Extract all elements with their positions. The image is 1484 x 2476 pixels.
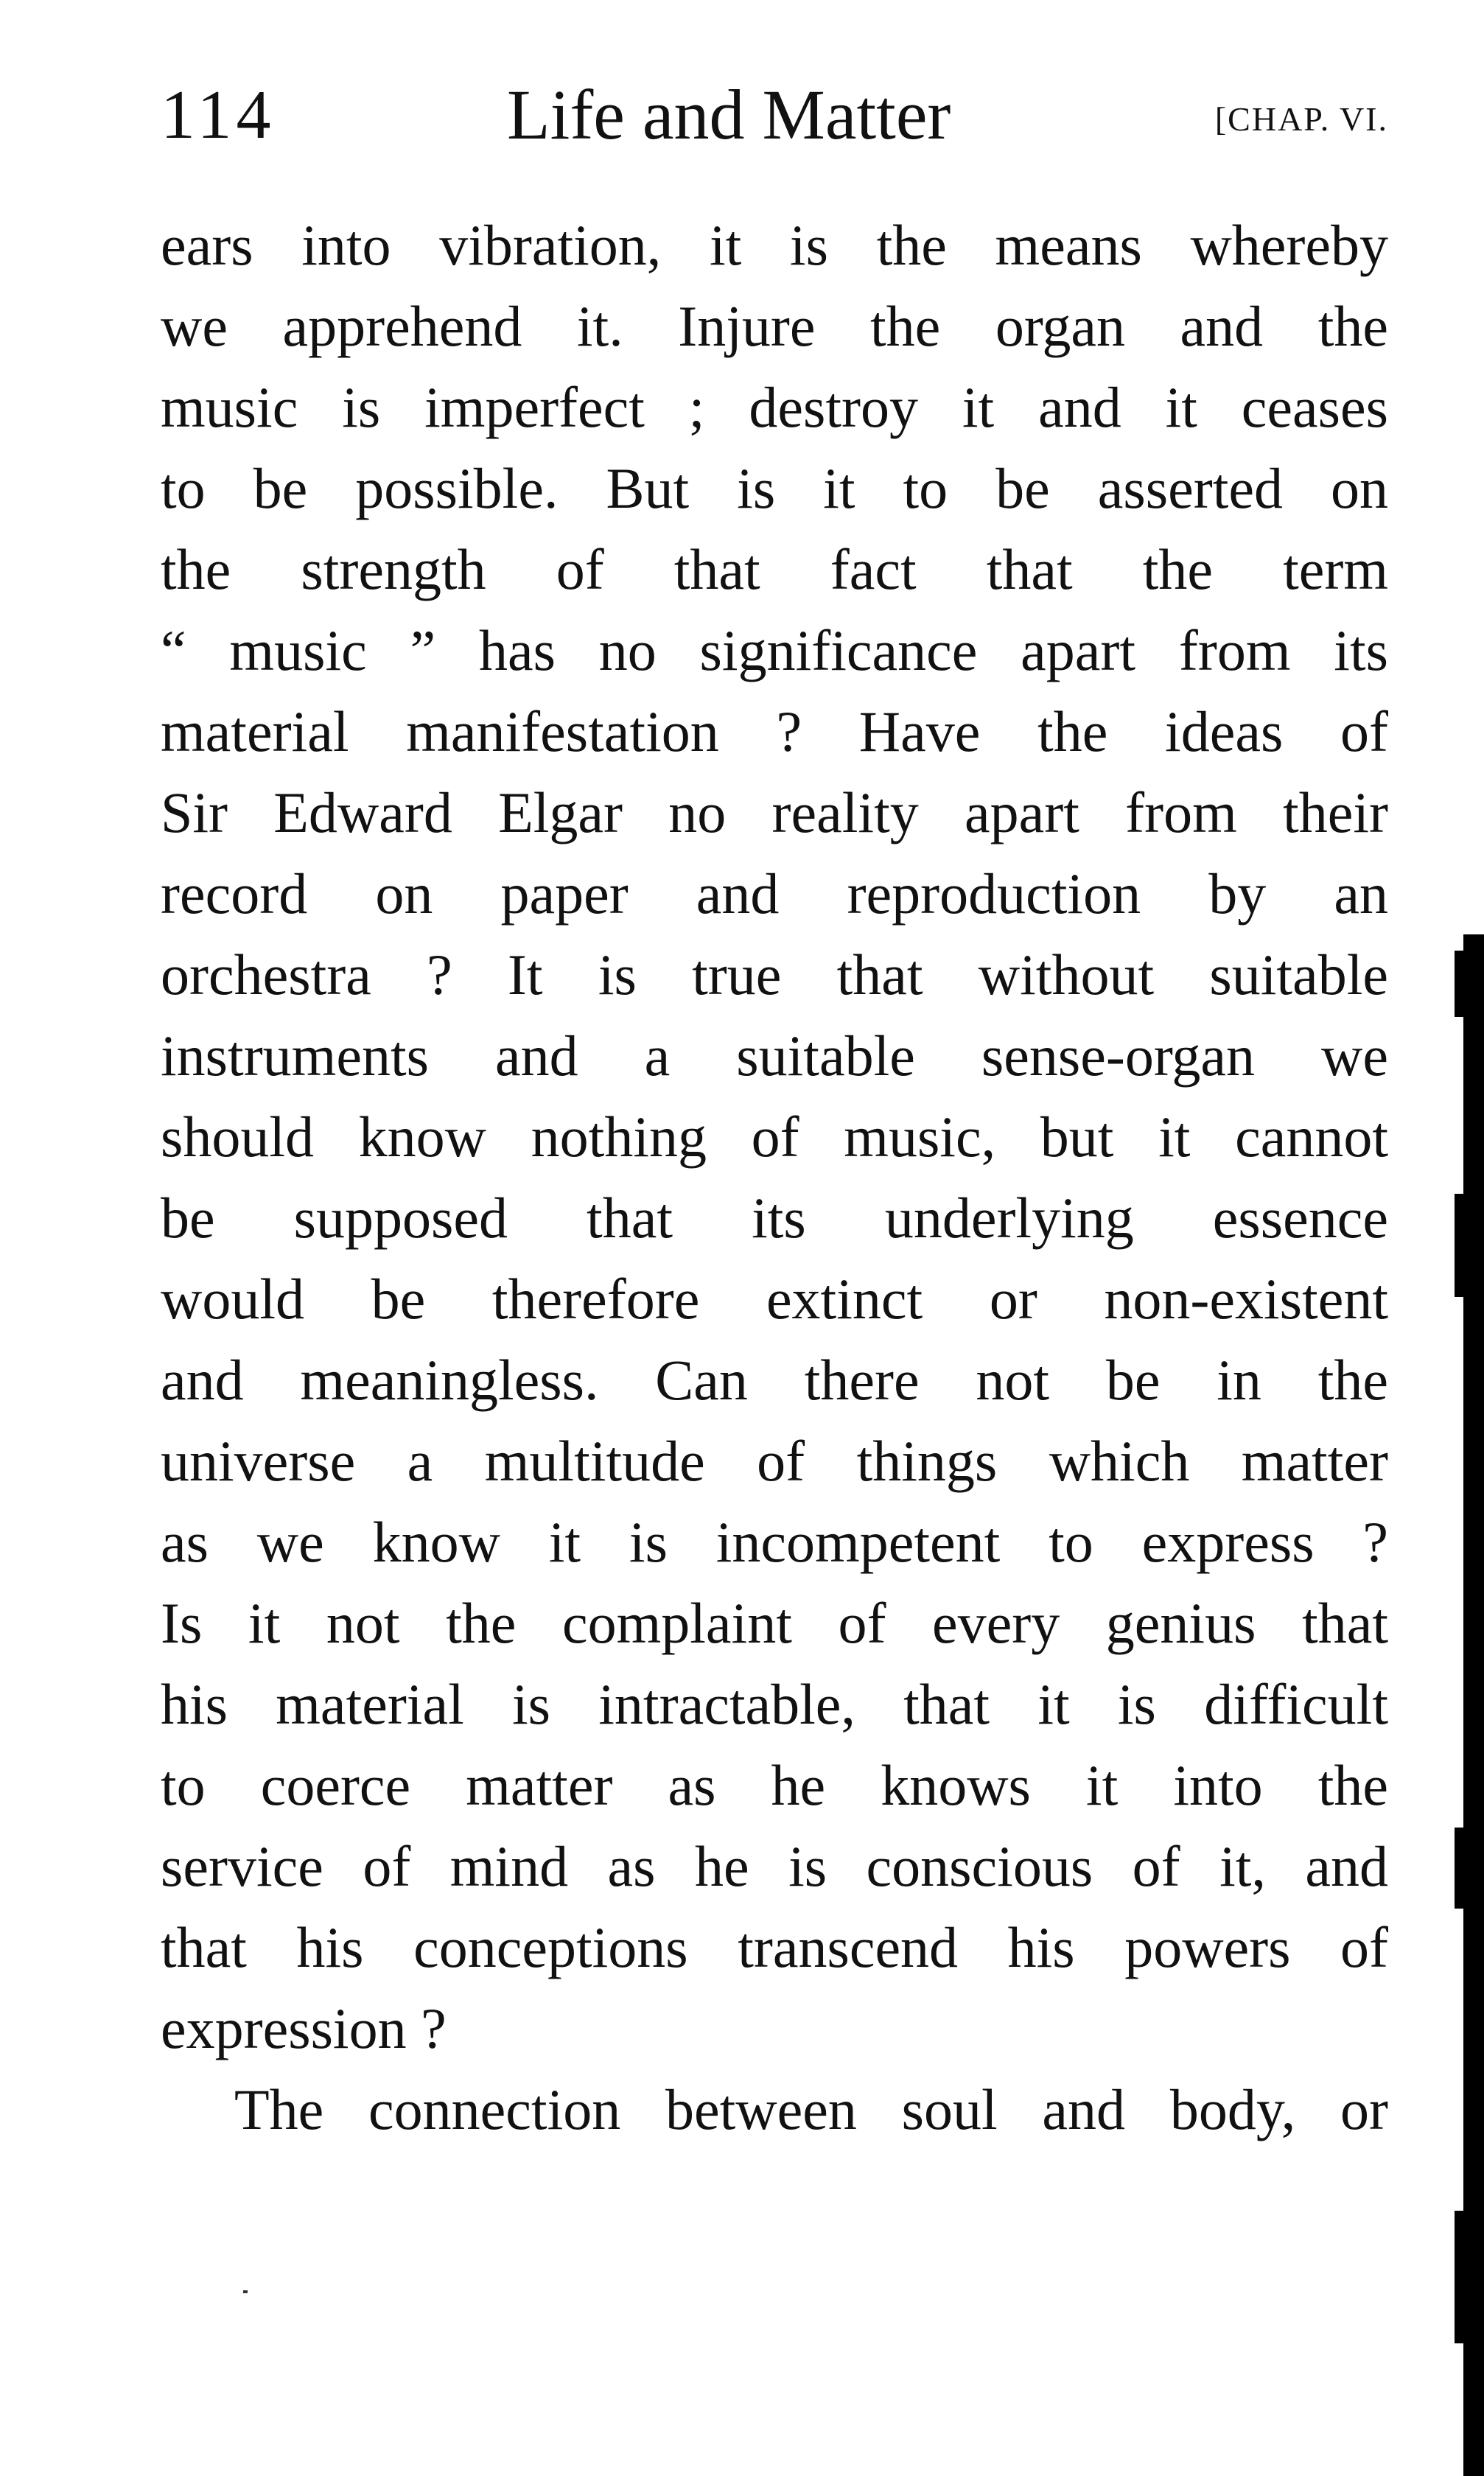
text-line: universe a multitude of things which matter bbox=[161, 1429, 1388, 1493]
text-line: should know nothing of music, but it cannot bbox=[161, 1105, 1388, 1169]
text-line: would be therefore extinct or non-existent bbox=[161, 1267, 1388, 1331]
text-line: Is it not the complaint of every genius that bbox=[161, 1591, 1388, 1655]
scan-edge-notch bbox=[1455, 1828, 1466, 1909]
scan-edge-notch bbox=[1455, 2211, 1466, 2343]
text-line: music is imperfect ; destroy it and it ceases bbox=[161, 375, 1388, 439]
text-line: that his conceptions transcend his powers of bbox=[161, 1915, 1388, 1979]
text-line: Sir Edward Elgar no reality apart from their bbox=[161, 780, 1388, 844]
text-line: we apprehend it. Injure the organ and the bbox=[161, 294, 1388, 358]
text-line: service of mind as he is conscious of it, and bbox=[161, 1834, 1388, 1898]
scan-edge-notch bbox=[1455, 1194, 1466, 1297]
text-line: instruments and a suitable sense-organ we bbox=[161, 1024, 1388, 1088]
text-line: to be possible. But is it to be asserted on bbox=[161, 456, 1388, 520]
scan-edge-shadow bbox=[1463, 934, 1484, 2476]
paragraph-end-line: expression ? bbox=[161, 1996, 447, 2060]
text-line: material manifestation ? Have the ideas of bbox=[161, 699, 1388, 763]
text-line: record on paper and reproduction by an bbox=[161, 861, 1388, 926]
chapter-reference: [CHAP. VI. bbox=[1214, 100, 1388, 138]
text-line: ears into vibration, it is the means whereby bbox=[161, 213, 1388, 277]
running-title: Life and Matter bbox=[507, 75, 951, 154]
scan-edge-notch bbox=[1455, 951, 1466, 1017]
paragraph-start-line: The connection between soul and body, or bbox=[234, 2077, 1388, 2141]
text-line: and meaningless. Can there not be in the bbox=[161, 1348, 1388, 1412]
text-line: his material is intractable, that it is difficult bbox=[161, 1672, 1388, 1736]
text-line: to coerce matter as he knows it into the bbox=[161, 1753, 1388, 1817]
body-text bbox=[161, 205, 1388, 2150]
text-line: be supposed that its underlying essence bbox=[161, 1186, 1388, 1250]
page-number: 114 bbox=[161, 77, 276, 153]
text-line: as we know it is incompetent to express ? bbox=[161, 1510, 1388, 1574]
text-line: the strength of that fact that the term bbox=[161, 537, 1388, 601]
text-line: orchestra ? It is true that without suitable bbox=[161, 943, 1388, 1007]
paper-speck bbox=[243, 2290, 248, 2293]
text-line: “ music ” has no significance apart from its bbox=[161, 618, 1388, 682]
running-head bbox=[161, 71, 1388, 159]
